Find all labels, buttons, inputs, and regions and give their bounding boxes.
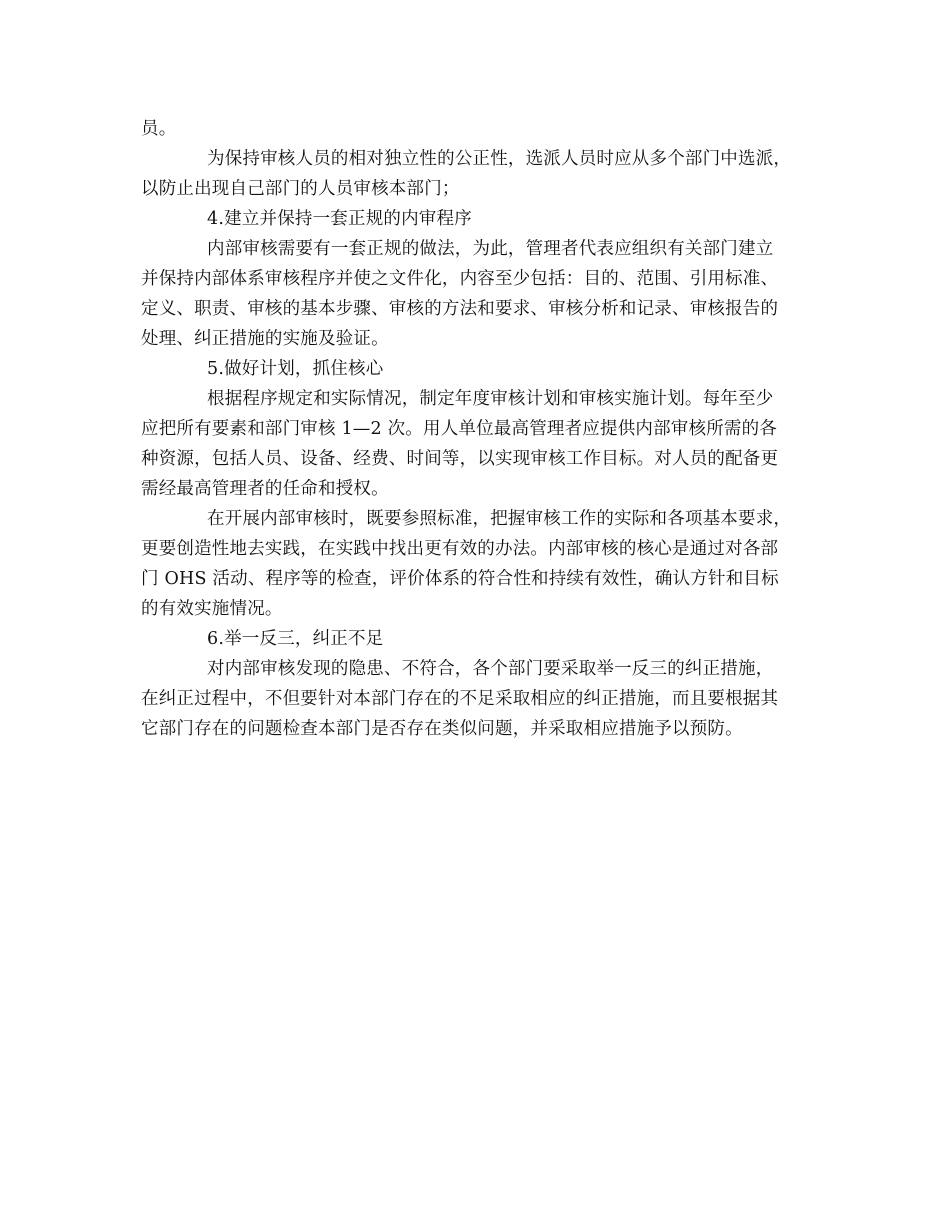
text-line: 更要创造性地去实践，在实践中找出更有效的办法。内部审核的核心是通过对各部 xyxy=(141,539,779,559)
text-line: 需经最高管理者的任命和授权。 xyxy=(141,479,389,499)
text-line: 处理、纠正措施的实施及验证。 xyxy=(141,329,389,349)
text-line: 并保持内部体系审核程序并使之文件化，内容至少包括：目的、范围、引用标准、 xyxy=(141,269,779,289)
text-line: 应把所有要素和部门审核 1—2 次。用人单位最高管理者应提供内部审核所需的各 xyxy=(141,419,777,439)
section-heading: 6.举一反三，纠正不足 xyxy=(207,629,384,649)
text-line: 对内部审核发现的隐患、不符合，各个部门要采取举一反三的纠正措施， xyxy=(207,659,774,679)
text-line: 种资源，包括人员、设备、经费、时间等，以实现审核工作目标。对人员的配备更 xyxy=(141,449,779,469)
text-line: 它部门存在的问题检查本部门是否存在类似问题，并采取相应措施予以预防。 xyxy=(141,719,743,739)
text-line: 根据程序规定和实际情况，制定年度审核计划和审核实施计划。每年至少 xyxy=(207,389,774,409)
text-line: 在开展内部审核时，既要参照标准，把握审核工作的实际和各项基本要求， xyxy=(207,509,792,529)
text-line: 在纠正过程中，不但要针对本部门存在的不足采取相应的纠正措施，而且要根据其 xyxy=(141,689,779,709)
text-line: 为保持审核人员的相对独立性的公正性，选派人员时应从多个部门中选派， xyxy=(207,149,792,169)
document-body xyxy=(141,114,821,744)
text-line: 定义、职责、审核的基本步骤、审核的方法和要求、审核分析和记录、审核报告的 xyxy=(141,299,779,319)
section-heading: 4.建立并保持一套正规的内审程序 xyxy=(207,209,472,229)
text-line: 以防止出现自己部门的人员审核本部门； xyxy=(141,179,460,199)
text-line: 门 OHS 活动、程序等的检查，评价体系的符合性和持续有效性，确认方针和目标 xyxy=(141,569,779,589)
text-line: 的有效实施情况。 xyxy=(141,599,283,619)
text-line: 内部审核需要有一套正规的做法，为此，管理者代表应组织有关部门建立 xyxy=(207,239,774,259)
text-line: 员。 xyxy=(141,119,177,139)
section-heading: 5.做好计划，抓住核心 xyxy=(207,359,384,379)
